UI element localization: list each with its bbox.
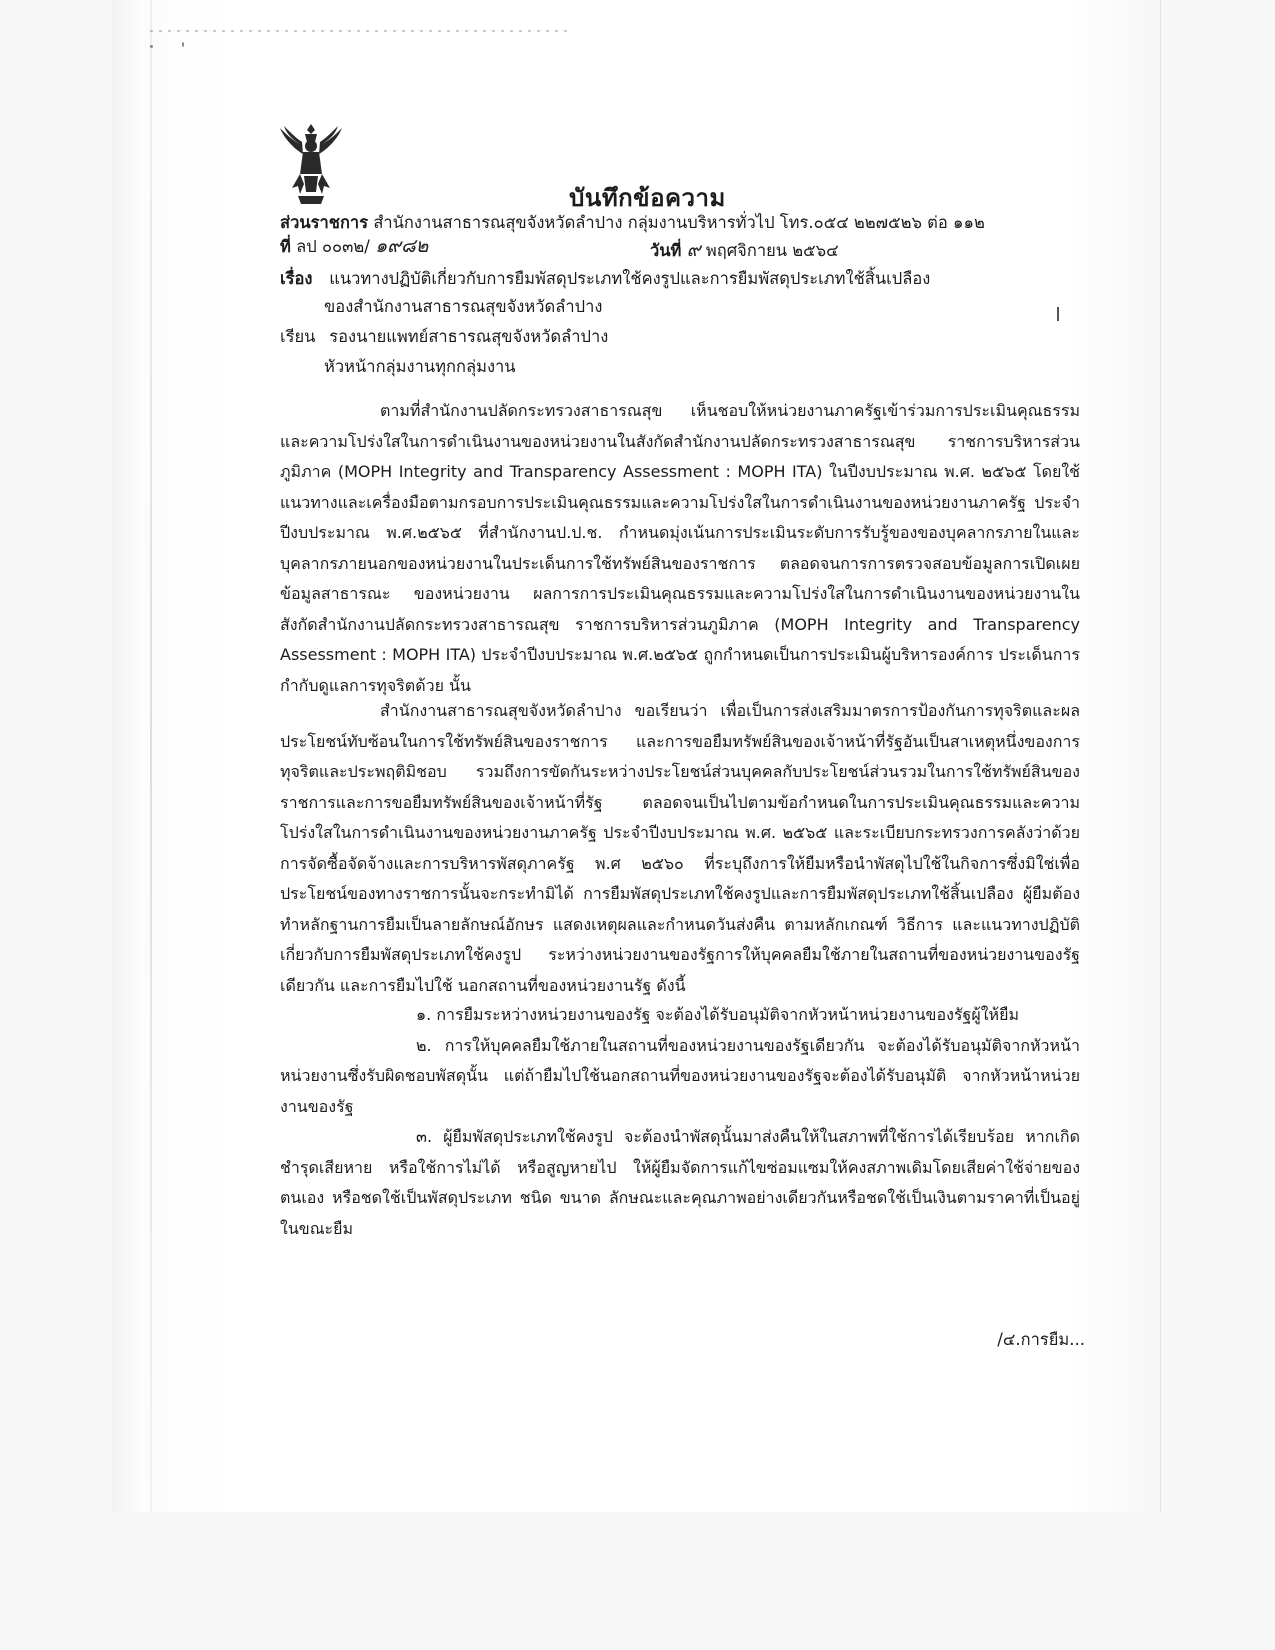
date-handwritten-day: ๙ — [686, 239, 701, 261]
margin-mark — [1057, 307, 1059, 321]
subject-line-1 — [280, 268, 1080, 290]
date-value: พฤศจิกายน ๒๕๖๔ — [705, 241, 839, 260]
to-text-1: รองนายแพทย์สาธารณสุขจังหวัดลำปาง — [329, 327, 609, 346]
agency-value: สำนักงานสาธารณสุขจังหวัดลำปาง กลุ่มงานบริหารทั่วไป โทร.๐๕๔ ๒๒๗๕๒๖ ต่อ ๑๑๒ — [373, 213, 985, 232]
date-label: วันที่ — [650, 241, 682, 260]
subject-label: เรื่อง — [280, 269, 313, 288]
continuation-marker: /๔.การยืม... — [997, 1330, 1085, 1349]
to-label: เรียน — [280, 327, 316, 346]
subject-text-2: ของสำนักงานสาธารณสุขจังหวัดลำปาง — [324, 297, 603, 316]
subject-text-1: แนวทางปฏิบัติเกี่ยวกับการยืมพัสดุประเภทใช้คงรูปและการยืมพัสดุประเภทใช้สิ้นเปลือง — [329, 269, 931, 288]
scan-speck — [182, 42, 184, 47]
paragraph-text: สำนักงานสาธารณสุขจังหวัดลำปาง ขอเรียนว่า เพื่อเป็นการส่งเสริมมาตรการป้องกันการทุจริตและผลประโยชน์ทับซ้อนในการใช้ทรัพย์สินของราชการ และการขอยืมทรัพย์สินของเจ้าหน้าที่รัฐอันเป็นสาเหตุหนึ่งของการทุจริตและประพฤติมิชอบ รวมถึงการขัดกันระหว่างประโยชน์ส่วนบุคคลกับประโยชน์ส่วนรวมในการใช้ทรัพย์สินของราชการและการขอยืมทรัพย์สินของเจ้าหน้าที่รัฐ ตลอดจนเป็นไปตามข้อกำหนดในการประเมินคุณธรรมและความโปร่งใสในการดำเนินงานของหน่วยงานภาครัฐ ประจำปีงบประมาณ พ.ศ. ๒๕๖๕ และระเบียบกระทรวงการคลังว่าด้วยการจัดซื้อจัดจ้างและการบริหารพัสดุภาครัฐ พ.ศ ๒๕๖๐ ที่ระบุถึงการให้ยืมหรือนำพัสดุไปใช้ในกิจการซึ่งมิใช่เพื่อประโยชน์ของทางราชการนั้นจะกระทำมิได้ การยืมพัสดุประเภทใช้คงรูปและการยืมพัสดุประเภทใช้สิ้นเปลือง ผู้ยืมต้องทำหลักฐานการยืมเป็นลายลักษณ์อักษร แสดงเหตุผลและกำหนดวันส่งคืน ตามหลักเกณฑ์ วิธีการ และแนวทางปฏิบัติเกี่ยวกับการยืมพัสดุประเภทใช้คงรูป ระหว่างหน่วยงานของรัฐการให้บุคคลยืมใช้ภายในสถานที่ของหน่วยงานของรัฐเดียวกัน และการยืมไปใช้ นอกสถานที่ของหน่วยงานรัฐ ดังนี้ — [280, 701, 1080, 995]
list-item-1: ๑. การยืมระหว่างหน่วยงานของรัฐ จะต้องได้รับอนุมัติจากหัวหน้าหน่วยงานของรัฐผู้ให้ยืม — [416, 1005, 1019, 1024]
reference-handwritten-number: ๑๙๘๒ — [375, 235, 429, 257]
reference-label: ที่ — [280, 237, 291, 256]
agency-line — [280, 212, 1080, 234]
body-paragraph-1 — [280, 396, 1080, 701]
reference-value: ลป ๐๐๓๒/ — [296, 237, 370, 256]
body-paragraph-2 — [280, 696, 1080, 1001]
to-line-1 — [280, 326, 1080, 348]
document-title: บันทึกข้อความ — [569, 184, 726, 212]
scan-speck — [150, 45, 153, 48]
list-item-3: ๓. ผู้ยืมพัสดุประเภทใช้คงรูป จะต้องนำพัสดุนั้นมาส่งคืนให้ในสภาพที่ใช้การได้เรียบร้อย หากเกิดชำรุดเสียหาย หรือใช้การไม่ได้ หรือสูญหายไป ให้ผู้ยืมจัดการแก้ไขซ่อมแซมให้คงสภาพเดิมโดยเสียค่าใช้จ่ายของตนเอง หรือชดใช้เป็นพัสดุประเภท ชนิด ขนาด ลักษณะและคุณภาพอย่างเดียวกันหรือชดใช้เป็นเงินตามราคาที่เป็นอยู่ในขณะยืม — [280, 1127, 1080, 1238]
list-items — [280, 1000, 1080, 1244]
to-text-2: หัวหน้ากลุ่มงานทุกกลุ่มงาน — [324, 357, 516, 376]
agency-label: ส่วนราชการ — [280, 213, 369, 232]
date-line — [650, 235, 839, 265]
scan-edge-shadow — [150, 0, 152, 1512]
scan-edge-artifact — [150, 30, 570, 32]
list-item-2: ๒. การให้บุคคลยืมใช้ภายในสถานที่ของหน่วยงานของรัฐเดียวกัน จะต้องได้รับอนุมัติจากหัวหน้าหน่วยงานซึ่งรับผิดชอบพัสดุนั้น แต่ถ้ายืมไปใช้นอกสถานที่ของหน่วยงานของรัฐจะต้องได้รับอนุมัติ จากหัวหน้าหน่วยงานของรัฐ — [280, 1035, 1080, 1116]
paragraph-text: ตามที่สำนักงานปลัดกระทรวงสาธารณสุข เห็นชอบให้หน่วยงานภาครัฐเข้าร่วมการประเมินคุณธรรมและความโปร่งใสในการดำเนินงานของหน่วยงานในสังกัดสำนักงานปลัดกระทรวงสาธารณสุข ราชการบริหารส่วนภูมิภาค (MOPH Integrity and Transparency Assessment : MOPH ITA) ในปีงบประมาณ พ.ศ. ๒๕๖๕ โดยใช้แนวทางและเครื่องมือตามกรอบการประเมินคุณธรรมและความโปร่งใสในการดำเนินงานของหน่วยงานภาครัฐ ประจำปีงบประมาณ พ.ศ.๒๕๖๕ ที่สำนักงานป.ป.ช. กำหนดมุ่งเน้นการประเมินระดับการรับรู้ของของบุคลากรภายในและบุคลากรภายนอกของหน่วยงานในประเด็นการใช้ทรัพย์สินของราชการ ตลอดจนการการตรวจสอบข้อมูลการเปิดเผยข้อมูลสาธารณะ ของหน่วยงาน ผลการการประเมินคุณธรรมและความโปร่งใสในการดำเนินงานของหน่วยงานในสังกัดสำนักงานปลัดกระทรวงสาธารณสุข ราชการบริหารส่วนภูมิภาค (MOPH Integrity and Transparency Assessment : MOPH ITA) ประจำปีงบประมาณ พ.ศ.๒๕๖๕ ถูกกำหนดเป็นการประเมินผู้บริหารองค์การ ประเด็นการกำกับดูแลการทุจริตด้วย นั้น — [280, 401, 1080, 695]
